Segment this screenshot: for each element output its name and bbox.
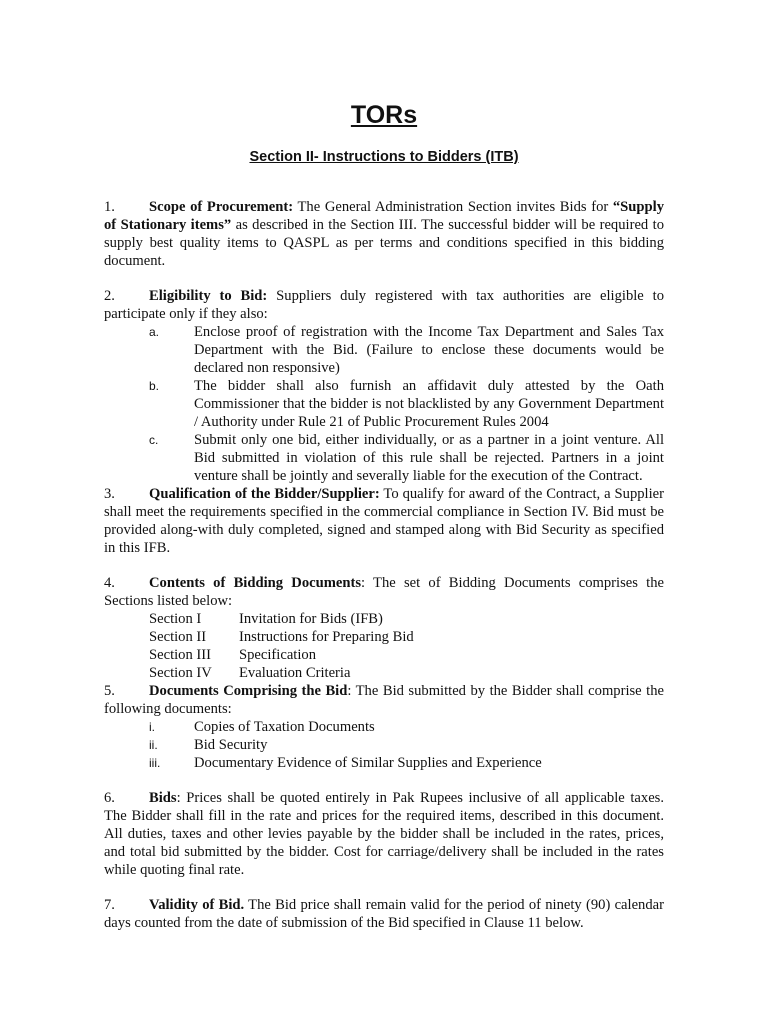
clause-4 [104,574,664,682]
clause-text: as described in the Section III. The successful bidder will be required to supply best quality items to QASPL as per terms and conditions specified in this bidding document. [104,217,664,269]
clause-5-text [104,682,664,718]
clause-2-text [104,287,664,323]
quoted-item: “Supply of Stationary items” [104,199,664,233]
section-row [104,664,664,682]
section-name: Section I [149,611,202,627]
list-marker: b. [149,379,160,393]
list-marker: c. [149,433,159,447]
list-item [104,754,664,772]
clause-text: : The set of Bidding Documents comprises the Sections listed below: [104,575,664,609]
clause-text: : The Bid submitted by the Bidder shall comprise the following documents: [104,683,664,717]
clause-6 [104,789,664,879]
clause-3-text [104,485,664,557]
clause-heading: Eligibility to Bid: [149,288,268,304]
section-name: Section III [149,647,212,663]
clause-number: 5. [104,683,115,699]
clause-1 [104,198,664,270]
section-name: Section II [149,629,207,645]
clause-7-text [104,896,664,932]
clause-5 [104,682,664,772]
clause-4-text [104,574,664,610]
clause-text: To qualify for award of the Contract, a Supplier shall meet the requirements specified in the commercial compliance in Section IV. Bid must be provided along-with duly completed, signed and stamped along with Bid Security as specified in this IFB. [104,486,664,556]
list-marker: iii. [149,756,161,770]
section-desc: Specification [239,647,316,663]
page-title: TORs [350,101,418,129]
clause-7 [104,896,664,932]
clause-number: 4. [104,575,115,591]
list-item-text: Bid Security [194,737,268,753]
clause-heading: Bids [149,790,177,806]
section-desc: Evaluation Criteria [239,665,351,681]
page-subtitle: Section II- Instructions to Bidders (ITB) [249,149,519,165]
section-row [104,646,664,664]
clause-number: 1. [104,199,115,215]
section-desc: Instructions for Preparing Bid [239,629,414,645]
list-item [104,377,664,431]
clause-text: Suppliers duly registered with tax authorities are eligible to participate only if they also: [104,288,664,322]
section-row [104,628,664,646]
list-marker: ii. [149,738,158,752]
clause-6-text [104,789,664,879]
clause-heading: Validity of Bid. [149,897,245,913]
clause-1-text [104,198,664,270]
list-item [104,323,664,377]
clause-heading: Contents of Bidding Documents [149,575,362,591]
list-item-text: Submit only one bid, either individually, or as a partner in a joint venture. All Bid submitted in violation of this rule shall be rejected. Partners in a joint venture shall be jointly and severally liable for the execution of the Contract. [194,432,664,484]
clause-text: : Prices shall be quoted entirely in Pak Rupees inclusive of all applicable taxes. The Bidder shall fill in the rate and prices for the required items, described in this document. All duties, taxes and other levies payable by the bidder shall be included in the rates, prices, and total bid submitted by the bidder. Cost for carriage/delivery shall be included in the rates while quoting final rate. [104,790,664,878]
list-item-text: Copies of Taxation Documents [194,719,375,735]
clause-number: 3. [104,486,115,502]
clause-number: 6. [104,790,115,806]
list-item [104,736,664,754]
list-item-text: Enclose proof of registration with the Income Tax Department and Sales Tax Department with the Bid. (Failure to enclose these documents would be declared non responsive) [194,324,664,376]
list-marker: i. [149,720,155,734]
list-item [104,718,664,736]
clause-text: The Bid price shall remain valid for the period of ninety (90) calendar days counted from the date of submission of the Bid specified in Clause 11 below. [104,897,664,931]
clause-number: 2. [104,288,115,304]
clause-heading: Scope of Procurement: [149,199,294,215]
list-item [104,431,664,485]
clause-2 [104,287,664,485]
section-desc: Invitation for Bids (IFB) [239,611,383,627]
list-item-text: The bidder shall also furnish an affidavit duly attested by the Oath Commissioner that the bidder is not blacklisted by any Government Department / Authority under Rule 21 of Public Procurement Rules 2004 [194,378,664,430]
list-marker: a. [149,325,160,339]
clause-heading: Documents Comprising the Bid [149,683,348,699]
list-item-text: Documentary Evidence of Similar Supplies and Experience [194,755,542,771]
clause-heading: Qualification of the Bidder/Supplier: [149,486,380,502]
section-name: Section IV [149,665,212,681]
clause-3 [104,485,664,557]
clause-number: 7. [104,897,115,913]
clause-text: The General Administration Section invites Bids for [293,199,613,215]
section-row [104,610,664,628]
